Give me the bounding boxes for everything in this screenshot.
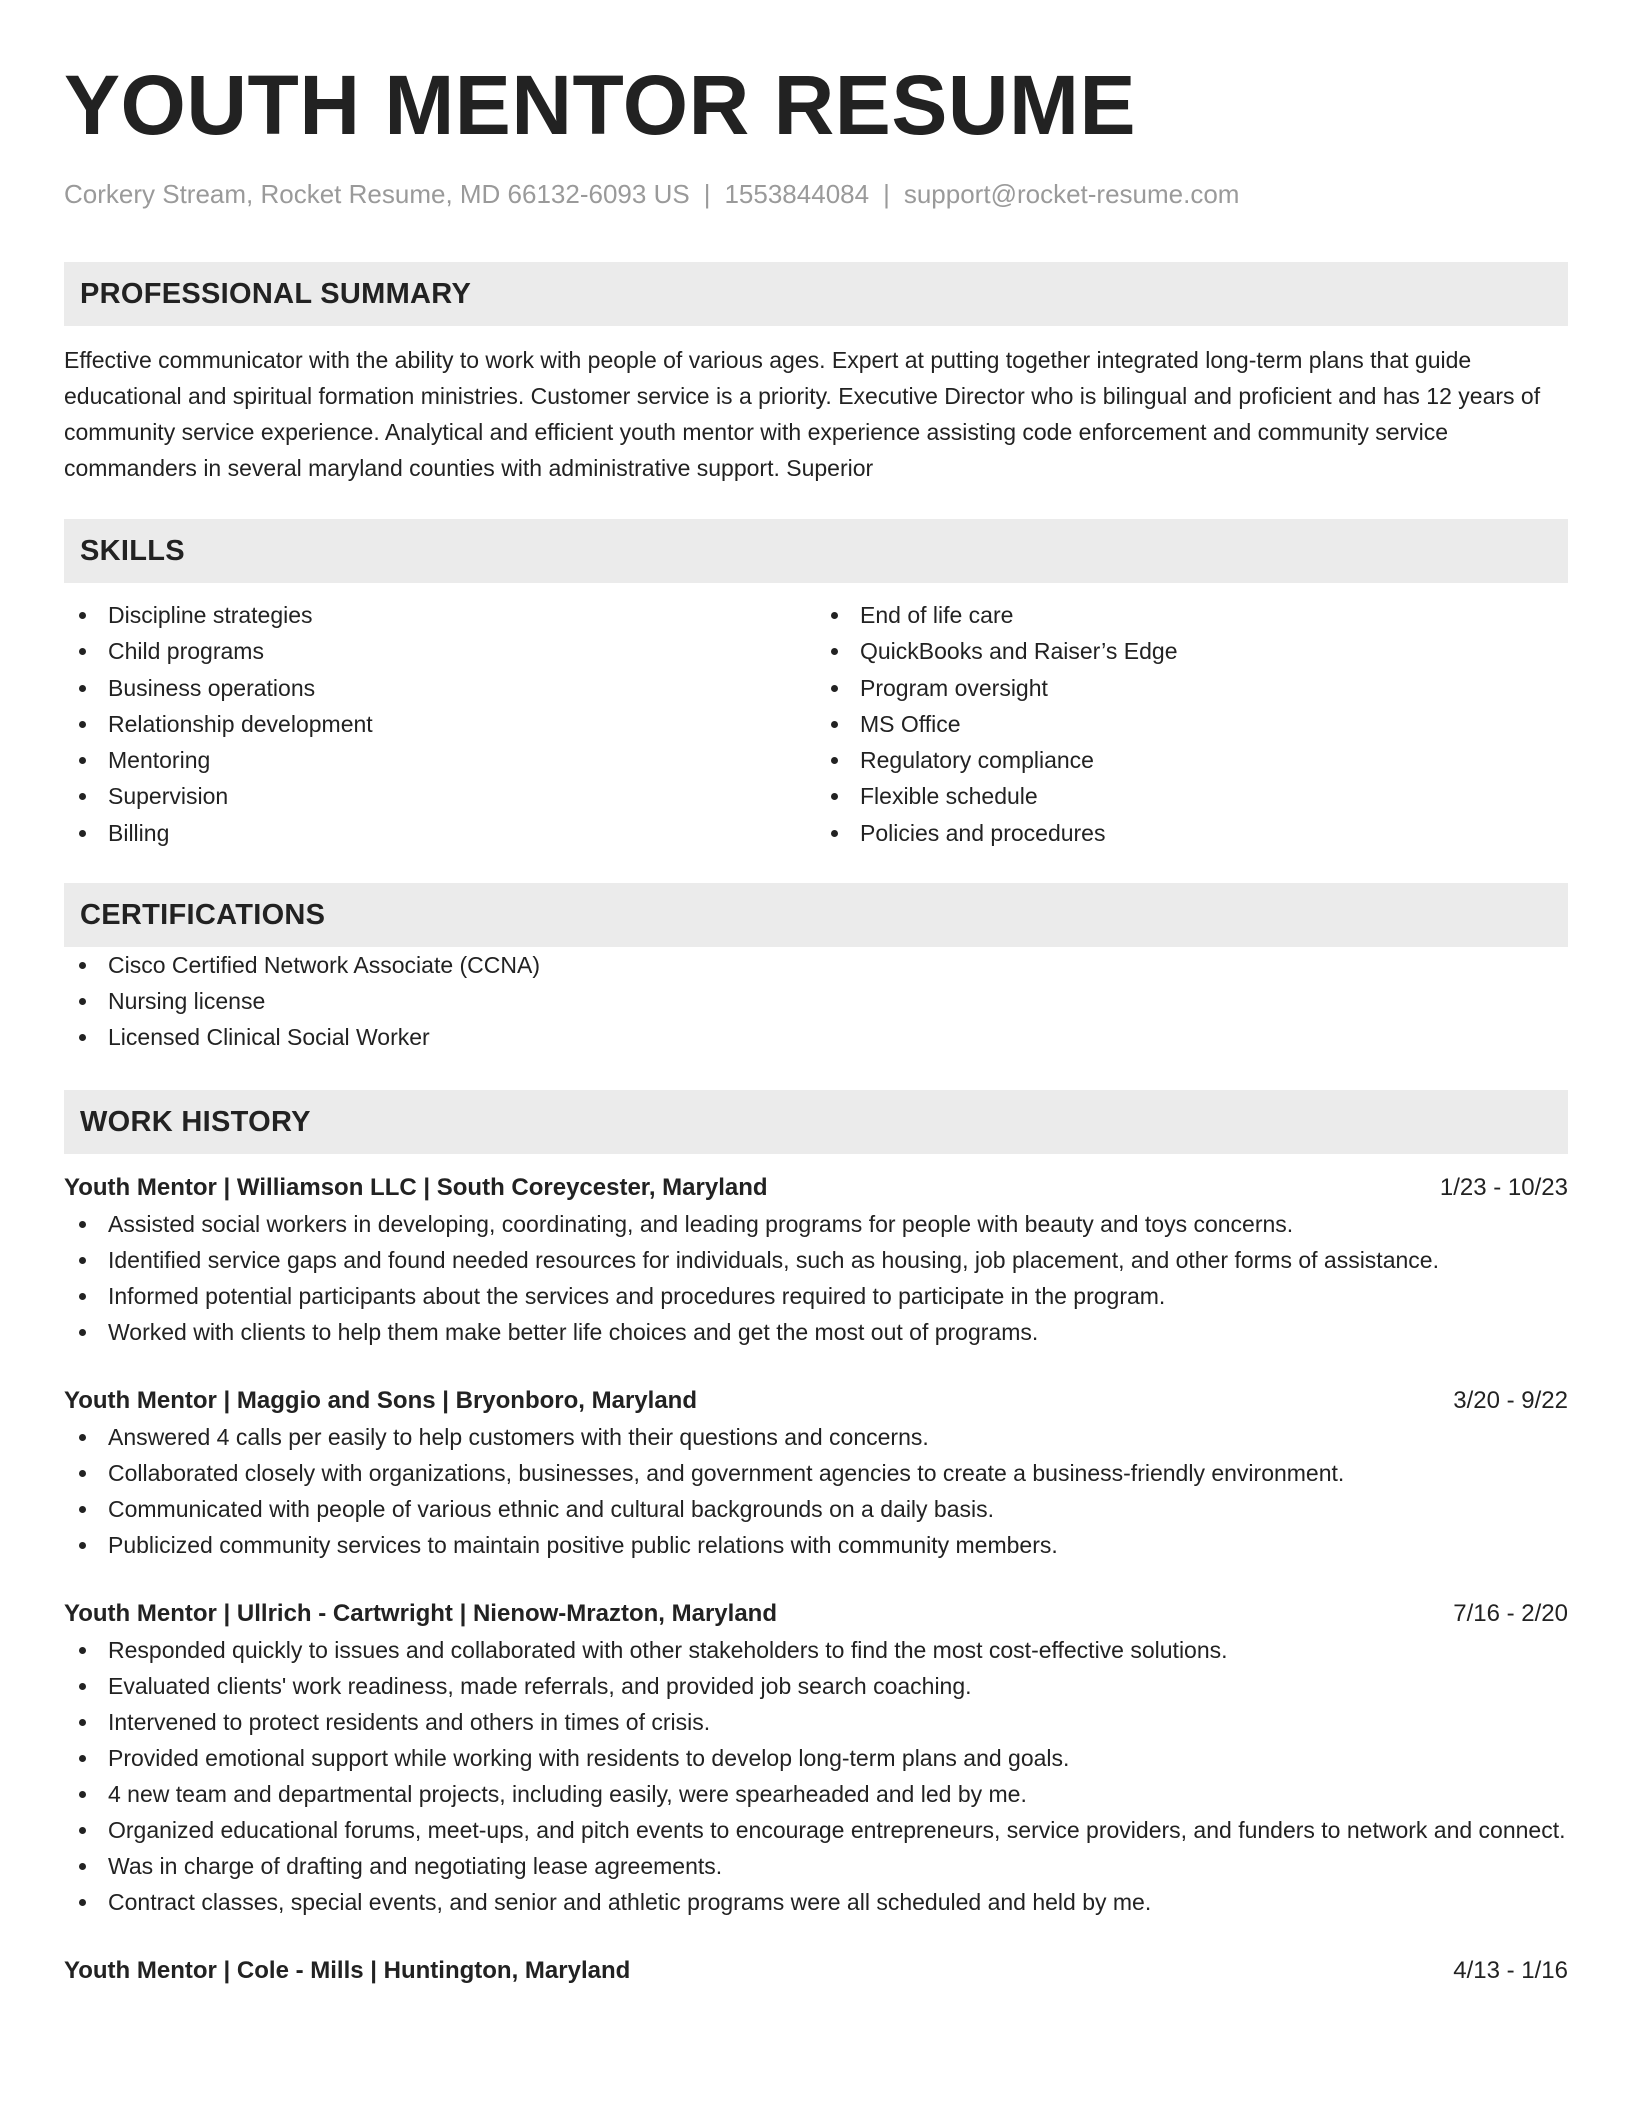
certification-item: Licensed Clinical Social Worker (64, 1019, 1568, 1055)
section-heading-work-history: WORK HISTORY (64, 1090, 1568, 1154)
skill-item: Policies and procedures (816, 815, 1568, 851)
job-bullet: Was in charge of drafting and negotiating lease agreements. (64, 1848, 1568, 1884)
job-dates: 1/23 - 10/23 (1439, 1174, 1568, 1202)
job-bullet: Assisted social workers in developing, coordinating, and leading programs for people with beauty and toys concerns. (64, 1206, 1568, 1242)
job-bullet: Organized educational forums, meet-ups, and pitch events to encourage entrepreneurs, service providers, and funders to network and connect. (64, 1812, 1568, 1848)
skill-item: MS Office (816, 706, 1568, 742)
job-header (64, 1383, 1568, 1419)
job-dates: 7/16 - 2/20 (1453, 1600, 1568, 1628)
job-bullet: Collaborated closely with organizations, businesses, and government agencies to create a business-friendly environment. (64, 1455, 1568, 1491)
certification-item: Nursing license (64, 983, 1568, 1019)
section-heading-skills: SKILLS (64, 519, 1568, 583)
skill-item: Business operations (64, 670, 816, 706)
skills-list-left (64, 597, 816, 851)
job-bullet: Identified service gaps and found needed resources for individuals, such as housing, job placement, and other forms of assistance. (64, 1242, 1568, 1278)
skill-item: QuickBooks and Raiser’s Edge (816, 633, 1568, 669)
job-dates: 4/13 - 1/16 (1453, 1957, 1568, 1985)
job-bullet: Contract classes, special events, and senior and athletic programs were all scheduled and held by me. (64, 1884, 1568, 1920)
skill-item: Discipline strategies (64, 597, 816, 633)
contact-phone: 1553844084 (724, 179, 870, 209)
job-title: Youth Mentor | Ullrich - Cartwright | Nienow-Mrazton, Maryland (64, 1600, 777, 1628)
job-title: Youth Mentor | Cole - Mills | Huntington, Maryland (64, 1957, 631, 1985)
contact-separator: | (703, 179, 711, 209)
job-bullet: Provided emotional support while working with residents to develop long-term plans and goals. (64, 1740, 1568, 1776)
job-title: Youth Mentor | Williamson LLC | South Coreycester, Maryland (64, 1174, 768, 1202)
skill-item: Relationship development (64, 706, 816, 742)
contact-address: Corkery Stream, Rocket Resume, MD 66132-6093 US (64, 179, 690, 209)
job-bullets (64, 1419, 1568, 1563)
job-entry (64, 1170, 1568, 1350)
certification-item: Cisco Certified Network Associate (CCNA) (64, 947, 1568, 983)
job-bullets (64, 1206, 1568, 1350)
job-bullet: Worked with clients to help them make better life choices and get the most out of programs. (64, 1314, 1568, 1350)
skills-grid (64, 597, 1568, 851)
summary-text: Effective communicator with the ability to work with people of various ages. Expert at putting together integrated long-term plans that guide educational and spiritual formation ministries. Customer service is a priority. Executive Director who is bilingual and proficient and has 12 years of community service experience. Analytical and efficient youth mentor with experience assisting code enforcement and community service commanders in several maryland counties with administrative support. Superior (64, 347, 1541, 481)
skill-item: Regulatory compliance (816, 742, 1568, 778)
job-bullet: Evaluated clients' work readiness, made referrals, and provided job search coaching. (64, 1668, 1568, 1704)
skill-item: Billing (64, 815, 816, 851)
job-bullet: Publicized community services to maintain positive public relations with community members. (64, 1527, 1568, 1563)
contact-line (64, 178, 1568, 210)
job-bullet: 4 new team and departmental projects, including easily, were spearheaded and led by me. (64, 1776, 1568, 1812)
skill-item: Supervision (64, 778, 816, 814)
contact-separator: | (883, 179, 890, 209)
job-header (64, 1953, 1568, 1989)
skills-list-right (816, 597, 1568, 851)
job-header (64, 1170, 1568, 1206)
job-bullet: Answered 4 calls per easily to help customers with their questions and concerns. (64, 1419, 1568, 1455)
job-bullets (64, 1632, 1568, 1920)
skill-item: Mentoring (64, 742, 816, 778)
skill-item: Child programs (64, 633, 816, 669)
section-heading-certifications: CERTIFICATIONS (64, 883, 1568, 947)
job-bullet: Informed potential participants about the services and procedures required to participate in the program. (64, 1278, 1568, 1314)
contact-email: support@rocket-resume.com (903, 179, 1240, 209)
job-entry (64, 1953, 1568, 1989)
job-bullet: Communicated with people of various ethnic and cultural backgrounds on a daily basis. (64, 1491, 1568, 1527)
skill-item: Flexible schedule (816, 778, 1568, 814)
job-dates: 3/20 - 9/22 (1453, 1387, 1568, 1415)
job-title: Youth Mentor | Maggio and Sons | Bryonboro, Maryland (64, 1387, 697, 1415)
job-entry (64, 1596, 1568, 1920)
certifications-list (64, 947, 1568, 1055)
job-entry (64, 1383, 1568, 1563)
skill-item: Program oversight (816, 670, 1568, 706)
resume-title: YOUTH MENTOR RESUME (64, 58, 1137, 152)
job-header (64, 1596, 1568, 1632)
job-bullet: Intervened to protect residents and others in times of crisis. (64, 1704, 1568, 1740)
section-heading-summary: PROFESSIONAL SUMMARY (64, 262, 1568, 326)
skill-item: End of life care (816, 597, 1568, 633)
job-bullet: Responded quickly to issues and collaborated with other stakeholders to find the most cost-effective solutions. (64, 1632, 1568, 1668)
